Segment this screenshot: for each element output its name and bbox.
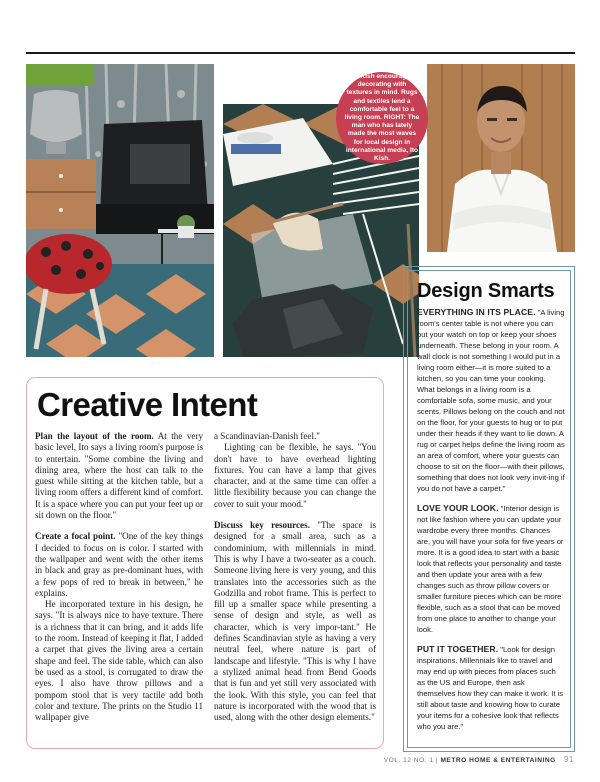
sidebar-inner-border — [407, 270, 571, 748]
lead-resources: Discuss key resources. — [214, 520, 310, 531]
page-number: 91 — [564, 755, 574, 764]
sidebar-text — [417, 307, 565, 741]
tip-put-it-together: PUT IT TOGETHER. — [417, 644, 499, 654]
tip-1-body: "A living room's center table is not where you can put your watch on top or keep your shoes underneath. These belong in your room. A wall clock is not something I would put in a living room either—it is more suited to a kitchen, so you can time your cooking. What belongs in a living room is a comfortable sofa, some music, and your scents. Pillows belong on the couch and not on the floor, for your guests to hug or to put under their heads if they want to lie down. A rug or carpet helps define the living room as an area of comfort, where your guests can choose to sit on the floor—with their pillows, something that does not look very invit-ing if you do not have a carpet." — [417, 308, 565, 493]
article-headline: Creative Intent — [37, 386, 258, 423]
para-resources: "The space is designed for a small area, such as a condominium, with millennials in mind. This is why I have a two-seater as a couch. Someone living here is very young, and this translates into the accessories such as the Godzilla and robot frame. This is perfect to fill up a smaller space while presenting a sense of design and style, as well as character, which is very impor-tant." He defines Scandinavian style as having a very neutral feel, where nature is part of landscape and lifestyle. "This is why I have a stylized animal head from Bend Goods that is fun and yet still very associated with the look. With this style, you can feel that nature is incorporated with the wood that is used, along with the other design elements." — [214, 520, 376, 723]
para-layout: At the very basic level, Ito says a living room's purpose is to entertain. "Some combine the living and dining area, where the host can talk to the guest while sitting at the kitchen table, but a living room offers a different kind of comfort. It is a space where you can put your feet up or sit down on the floor." — [35, 431, 203, 521]
tip-love-your-look: LOVE YOUR LOOK. — [417, 503, 499, 513]
tip-3-body: "Look for design inspirations. Millennials like to travel and may end up with pieces from places such as the US and Europe, then ask themselves how they can make it work. It is still about taste and knowing how to curate your items for a cohesive look that reflects who you are." — [417, 645, 564, 731]
tip-everything-in-its-place: EVERYTHING IN ITS PLACE. — [417, 307, 536, 317]
tip-2-body: "Interior design is not like fashion where you can update your wardrobe every three months. Chances are, you will have your sofa for five years or more. It is a good idea to start with a basic look that reflects your personality and taste and then update your area with a few changes such as throw pillow covers or smaller furniture pieces which can be more flexible, such as a stool that can be moved from one place to another to change your look. — [417, 504, 564, 634]
article-column-1 — [35, 431, 203, 723]
design-smarts-sidebar — [403, 266, 575, 752]
page-footer — [384, 755, 574, 764]
sidebar-title: Design Smarts — [417, 280, 555, 302]
footer-separator: | — [435, 757, 439, 764]
article-column-2 — [214, 431, 376, 723]
para-focal-point: "One of the key things I decided to focus on is color. I started with the wallpaper and went with the other items in black and gray as pre-dominant hues, with a few pops of red to break in between," he explains. — [35, 531, 203, 598]
magazine-name: METRO HOME & ENTERTAINING — [440, 757, 556, 764]
issue-number: VOL. 12 NO. 1 — [383, 757, 434, 764]
living-room-photo — [26, 64, 214, 357]
para-lighting: Lighting can be flexible, he says. "You don't have to have overhead lighting fixtures. You can have a lamp that gives character, and at the same time can offer a little flexibility because you can change the cover to suit your mood." — [214, 442, 376, 509]
para-scandinavian: a Scandinavian-Danish feel." — [214, 431, 320, 441]
portrait-photo — [427, 64, 575, 252]
lead-focal-point: Create a focal point. — [35, 531, 116, 542]
lead-layout: Plan the layout of the room. — [35, 431, 154, 441]
top-rule — [26, 52, 575, 54]
photo-caption: Ito Kish encourages decorating with textures in mind. Rugs and textiles lend a comfortable feel to a living room. RIGHT: The man who has lately made the most waves for local design in international media, Ito Kish. — [336, 72, 428, 164]
article-box — [26, 377, 384, 749]
para-texture: He incorporated texture in his design, he says. "It is always nice to have texture. There is a richness that it can bring, and it adds life to the room. Instead of keeping it flat, I added a carpet that gives the living area a certain shape and feel. The side table, which can also be used as a stool, is corrugated to draw the eyes. I also have throw pillows and a pompom stool that is very tactile add both color and texture. The prints on the Studio 11 wallpaper give — [35, 599, 203, 723]
